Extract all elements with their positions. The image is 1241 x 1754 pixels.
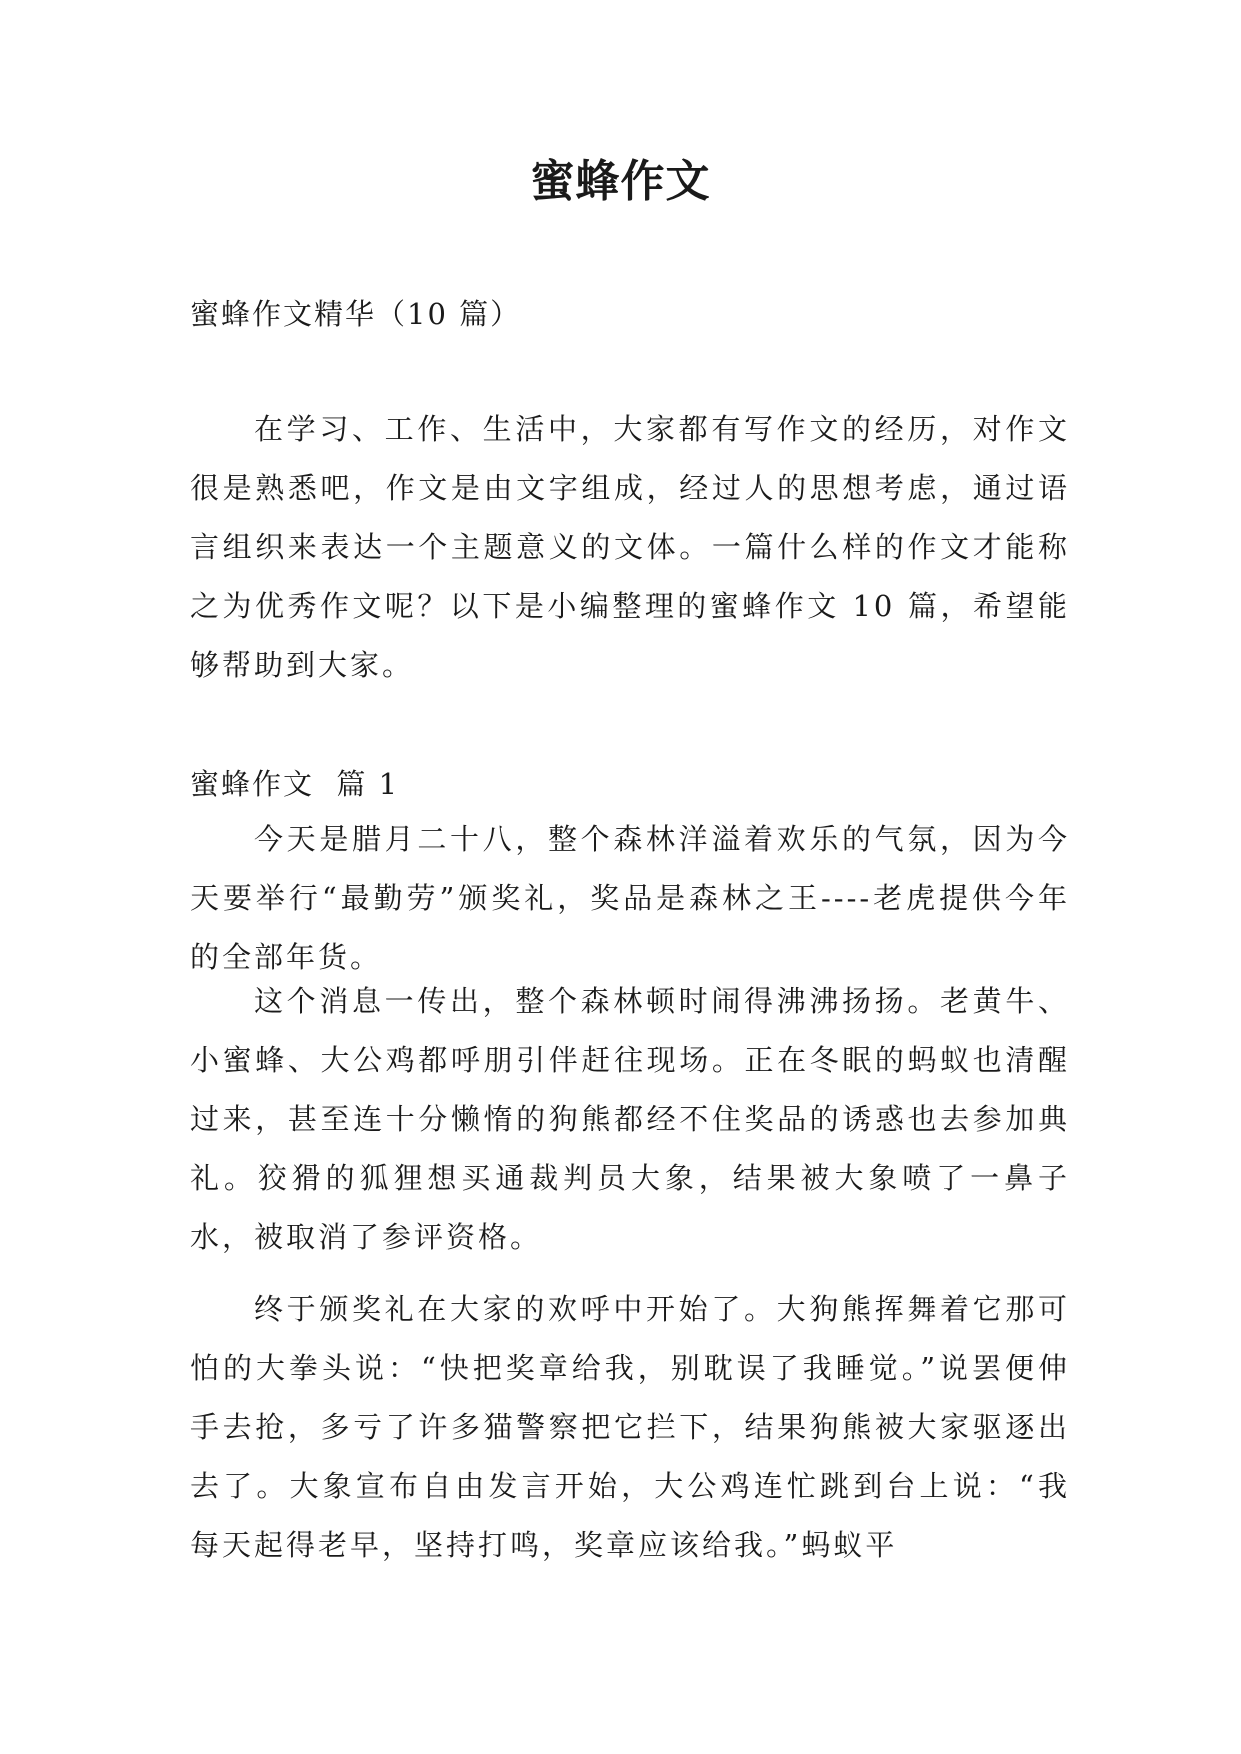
intro-paragraph: 在学习、工作、生活中，大家都有写作文的经历，对作文很是熟悉吧，作文是由文字组成，经过人的思想考虑，通过语言组织来表达一个主题意义的文体。一篇什么样的作文才能称之为优秀作文呢？以下是小编整理的蜜蜂作文 10 篇，希望能够帮助到大家。 bbox=[190, 412, 1070, 682]
body-paragraph-3: 终于颁奖礼在大家的欢呼中开始了。大狗熊挥舞着它那可怕的大拳头说：“快把奖章给我，别耽误了我睡觉。”说罢便伸手去抢，多亏了许多猫警察把它拦下，结果狗熊被大家驱逐出去了。大象宣布自由发言开始，大公鸡连忙跳到台上说：“我每天起得老早，坚持打鸣，奖章应该给我。”蚂蚁平 bbox=[190, 1292, 1070, 1562]
document-title: 蜜蜂作文 bbox=[530, 156, 711, 207]
body-paragraph-1: 今天是腊月二十八，整个森林洋溢着欢乐的气氛，因为今天要举行“最勤劳”颁奖礼，奖品是森林之王----老虎提供今年的全部年货。 bbox=[190, 822, 1070, 974]
section-heading: 蜜蜂作文 篇 1 bbox=[190, 767, 400, 801]
document-subtitle: 蜜蜂作文精华（10 篇） bbox=[190, 297, 522, 331]
body-paragraph-2: 这个消息一传出，整个森林顿时闹得沸沸扬扬。老黄牛、小蜜蜂、大公鸡都呼朋引伴赶往现场。正在冬眠的蚂蚁也清醒过来，甚至连十分懒惰的狗熊都经不住奖品的诱惑也去参加典礼。狡猾的狐狸想买通裁判员大象，结果被大象喷了一鼻子水，被取消了参评资格。 bbox=[190, 984, 1070, 1254]
